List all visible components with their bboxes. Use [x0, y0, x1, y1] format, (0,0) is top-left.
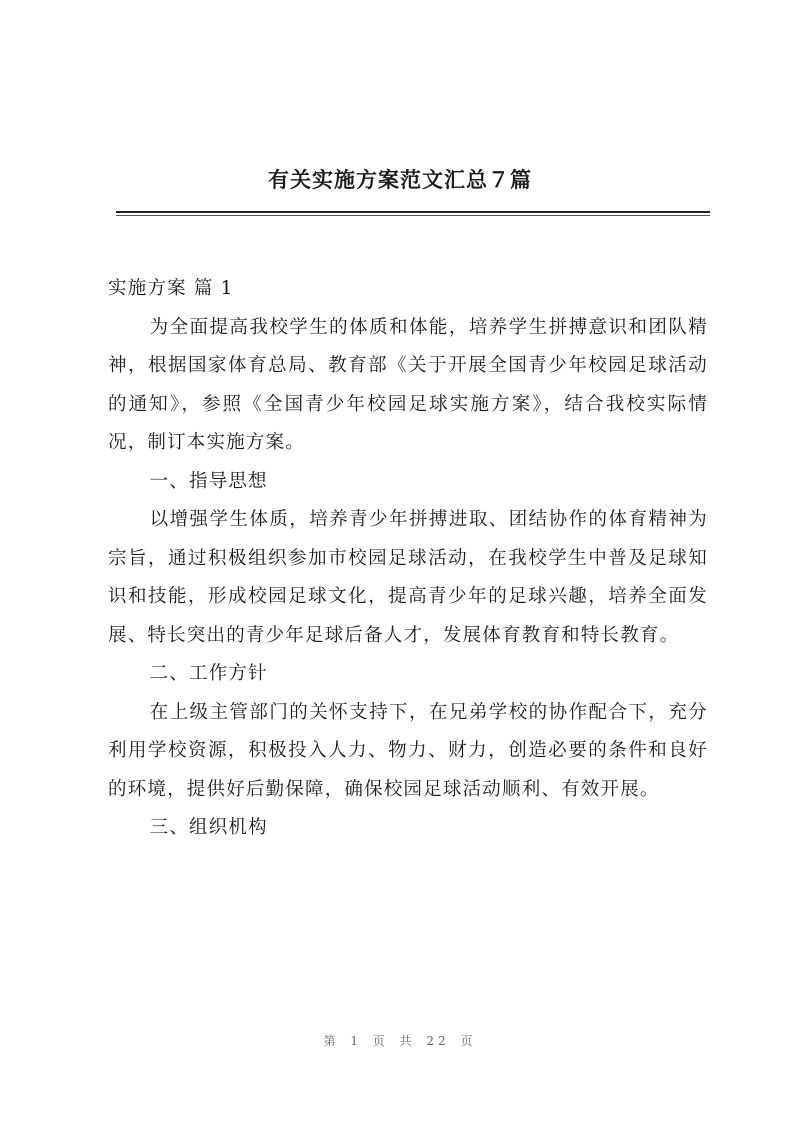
subheading: 三、组织机构 [149, 817, 268, 838]
paragraph: 为全面提高我校学生的体质和体能，培养学生拼搏意识和团队精神，根据国家体育总局、教育部《关于开展全国青少年校园足球活动的通知》，参照《全国青少年校园足球实施方案》，结合我校实际情况，制订本实施方案。 [108, 316, 708, 453]
subheading: 二、工作方针 [149, 663, 268, 684]
paragraph: 以增强学生体质，培养青少年拼搏进取、团结协作的体育精神为宗旨，通过积极组织参加市校园足球活动，在我校学生中普及足球知识和技能，形成校园足球文化，提高青少年的足球兴趣，培养全面发展、特长突出的青少年足球后备人才，发展体育教育和特长教育。 [108, 509, 708, 646]
page-number: 第 1 页 共 22 页 [323, 1034, 477, 1048]
subheading: 一、指导思想 [149, 470, 268, 492]
title-divider [116, 211, 710, 213]
paragraph: 在上级主管部门的关怀支持下，在兄弟学校的协作配合下，充分利用学校资源，积极投入人力、物力、财力，创造必要的条件和良好的环境，提供好后勤保障，确保校园足球活动顺利、有效开展。 [108, 701, 708, 800]
document-title: 有关实施方案范文汇总７篇 [268, 167, 532, 192]
document-body [108, 270, 708, 848]
title-divider-thin [116, 215, 710, 216]
section-heading: 实施方案 篇 1 [108, 278, 234, 299]
